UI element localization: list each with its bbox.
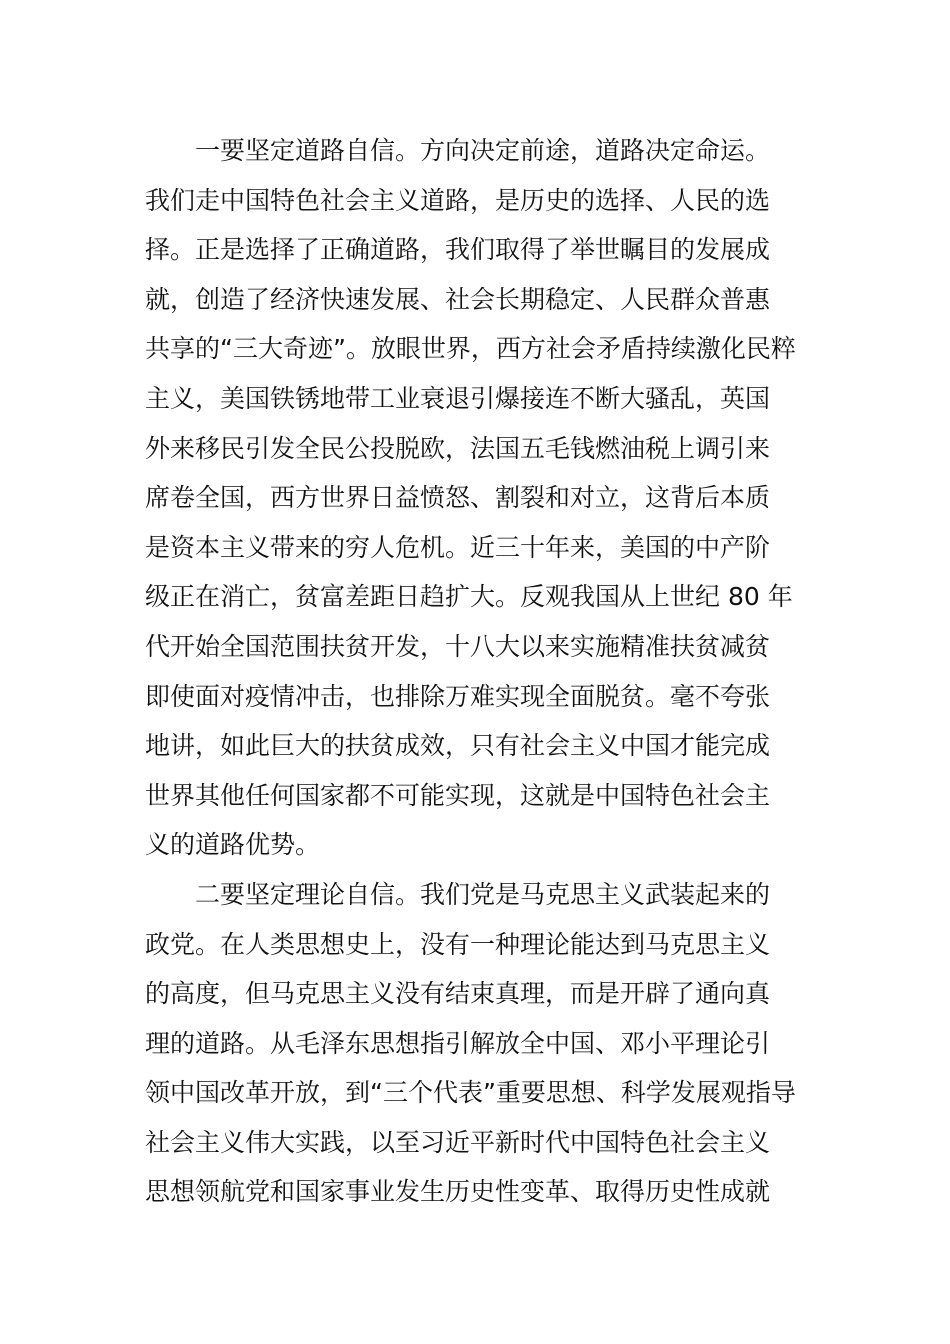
text-line: 就，创造了经济快速发展、社会长期稳定、人民群众普惠: [145, 284, 771, 314]
text-line: 思想领航党和国家事业发生历史性变革、取得历史性成就: [145, 1177, 771, 1207]
text-line: 领中国改革开放，到“三个代表”重要思想、科学发展观指导: [145, 1078, 796, 1108]
text-line: 是资本主义带来的穷人危机。近三十年来，美国的中产阶: [145, 532, 771, 562]
text-line: 理的道路。从毛泽东思想指引解放全中国、邓小平理论引: [145, 1028, 771, 1058]
text-line: 二要坚定理论自信。我们党是马克思主义武装起来的: [195, 879, 771, 909]
document-body: [145, 126, 815, 1217]
text-line: 一要坚定道路自信。方向决定前途，道路决定命运。: [195, 136, 771, 165]
text-line: 义的道路优势。: [145, 830, 321, 860]
text-line: 的高度，但马克思主义没有结束真理，而是开辟了通向真: [145, 979, 771, 1009]
text-line: 我们走中国特色社会主义道路，是历史的选择、人民的选: [145, 185, 771, 215]
text-line: 世界其他任何国家都不可能实现，这就是中国特色社会主: [145, 780, 771, 810]
text-line: 外来移民引发全民公投脱欧，法国五毛钱燃油税上调引来: [145, 433, 771, 463]
text-line: 择。正是选择了正确道路，我们取得了举世瞩目的发展成: [145, 235, 771, 265]
text-line: 共享的“三大奇迹”。放眼世界，西方社会矛盾持续激化民粹: [145, 334, 796, 364]
text-line: 级正在消亡，贫富差距日趋扩大。反观我国从上世纪 80 年: [145, 582, 793, 612]
text-line: 政党。在人类思想史上，没有一种理论能达到马克思主义: [145, 929, 771, 959]
text-line: 主义，美国铁锈地带工业衰退引爆接连不断大骚乱，英国: [145, 383, 771, 413]
text-line: 社会主义伟大实践，以至习近平新时代中国特色社会主义: [145, 1127, 771, 1157]
text-line: 即使面对疫情冲击，也排除万难实现全面脱贫。毫不夸张: [145, 681, 771, 711]
text-line: 地讲，如此巨大的扶贫成效，只有社会主义中国才能完成: [145, 731, 771, 761]
text-line: 席卷全国，西方世界日益愤怒、割裂和对立，这背后本质: [145, 483, 771, 513]
paragraph-road-confidence: [145, 126, 815, 870]
text-line: 代开始全国范围扶贫开发，十八大以来实施精准扶贫减贫: [145, 631, 771, 661]
paragraph-theory-confidence: [145, 870, 815, 1217]
